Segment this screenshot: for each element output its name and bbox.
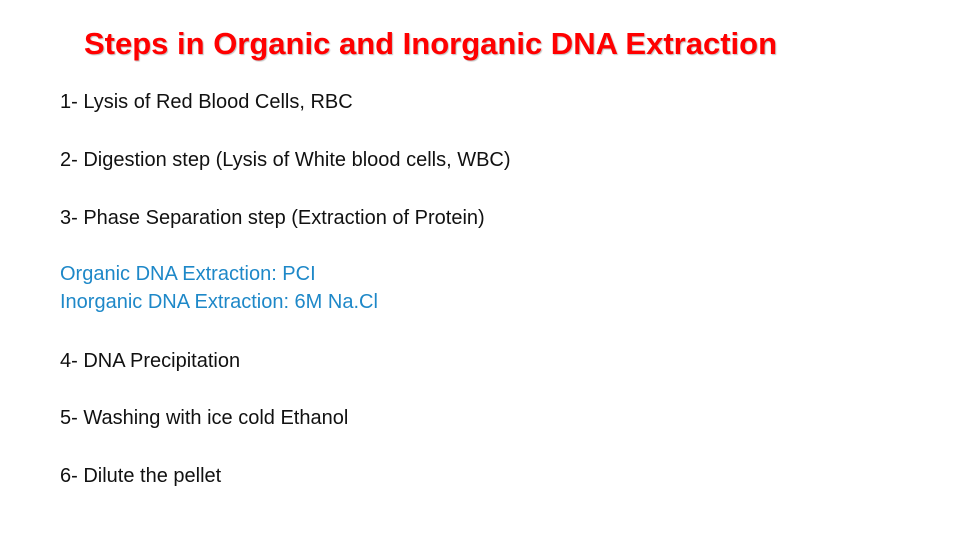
inorganic-extraction-note: Inorganic DNA Extraction: 6M Na.Cl xyxy=(60,291,378,313)
step-1-text: 1- Lysis of Red Blood Cells, RBC xyxy=(60,91,353,113)
step-6-text: 6- Dilute the pellet xyxy=(60,465,222,487)
organic-extraction-note: Organic DNA Extraction: PCI xyxy=(60,263,316,285)
slide-title: Steps in Organic and Inorganic DNA Extraction xyxy=(84,26,778,61)
step-2-text: 2- Digestion step (Lysis of White blood cells, WBC) xyxy=(60,149,511,171)
step-3-text: 3- Phase Separation step (Extraction of Protein) xyxy=(60,207,485,229)
step-5-text: 5- Washing with ice cold Ethanol xyxy=(60,407,349,429)
step-4-text: 4- DNA Precipitation xyxy=(60,350,241,372)
